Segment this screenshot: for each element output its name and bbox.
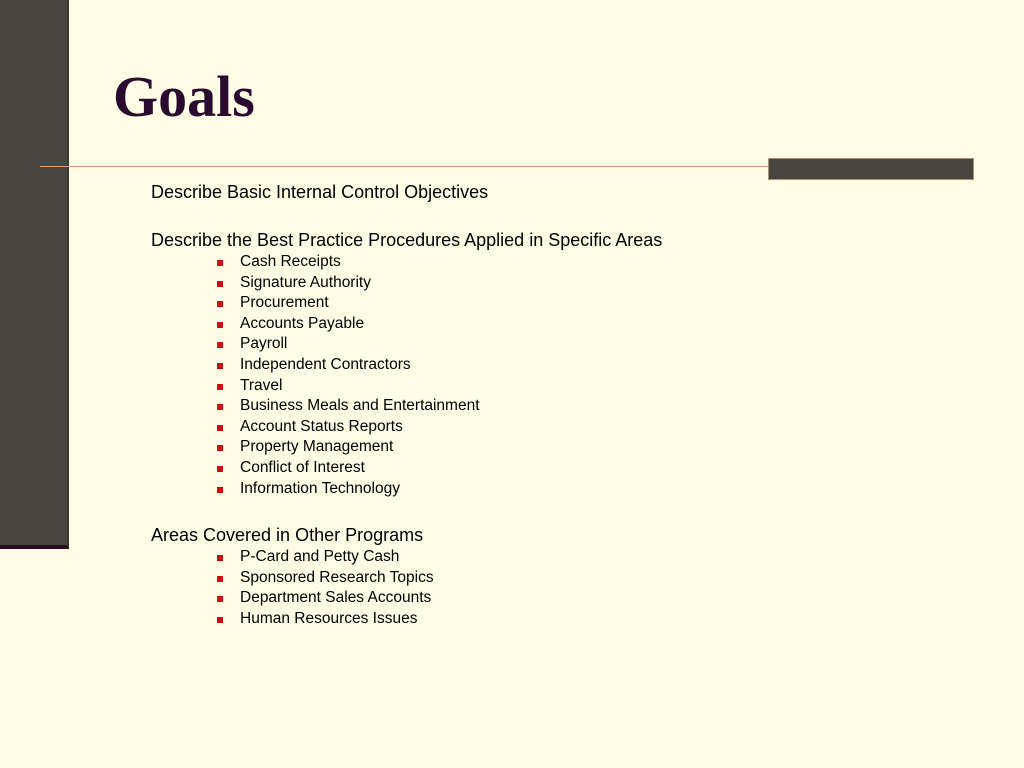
list-item-label: Accounts Payable <box>240 314 365 332</box>
list-item-label: Property Management <box>240 438 394 456</box>
list-item <box>240 479 951 500</box>
square-bullet-icon <box>217 260 223 266</box>
list-item <box>240 293 951 314</box>
list-item <box>240 547 951 568</box>
list-item <box>240 458 951 479</box>
square-bullet-icon <box>217 596 223 602</box>
list-item <box>240 588 951 609</box>
list-item <box>240 396 951 417</box>
list-item-label: Account Status Reports <box>240 417 403 435</box>
slide-content <box>151 180 951 654</box>
list-item <box>240 376 951 397</box>
title-divider-line <box>40 166 770 167</box>
list-item-label: Payroll <box>240 335 288 353</box>
bullet-list <box>151 547 951 629</box>
list-item-label: Conflict of Interest <box>240 458 365 476</box>
square-bullet-icon <box>217 445 223 451</box>
list-item-label: Travel <box>240 376 283 394</box>
list-item-label: P-Card and Petty Cash <box>240 548 400 566</box>
list-item-label: Information Technology <box>240 479 400 497</box>
list-item-label: Procurement <box>240 294 329 312</box>
list-item-label: Signature Authority <box>240 273 371 291</box>
list-item <box>240 609 951 630</box>
section-heading: Describe the Best Practice Procedures Applied in Specific Areas <box>151 230 663 250</box>
square-bullet-icon <box>217 404 223 410</box>
section-other-programs <box>151 523 951 629</box>
list-item <box>240 334 951 355</box>
square-bullet-icon <box>217 487 223 493</box>
square-bullet-icon <box>217 576 223 582</box>
list-item <box>240 252 951 273</box>
square-bullet-icon <box>217 555 223 561</box>
section-heading: Areas Covered in Other Programs <box>151 525 424 546</box>
square-bullet-icon <box>217 384 223 390</box>
list-item <box>240 314 951 335</box>
section-objectives <box>151 180 951 204</box>
square-bullet-icon <box>217 425 223 431</box>
square-bullet-icon <box>217 363 223 369</box>
square-bullet-icon <box>217 617 223 623</box>
list-item-label: Human Resources Issues <box>240 609 418 627</box>
square-bullet-icon <box>217 301 223 307</box>
slide-title: Goals <box>113 64 255 129</box>
square-bullet-icon <box>217 281 223 287</box>
list-item <box>240 437 951 458</box>
list-item <box>240 355 951 376</box>
list-item <box>240 568 951 589</box>
list-item <box>240 273 951 294</box>
section-heading: Describe Basic Internal Control Objectives <box>151 182 489 202</box>
list-item-label: Independent Contractors <box>240 355 411 373</box>
list-item-label: Department Sales Accounts <box>240 589 432 607</box>
list-item-label: Cash Receipts <box>240 253 341 270</box>
accent-block <box>768 158 974 180</box>
square-bullet-icon <box>217 466 223 472</box>
bullet-list <box>151 252 951 499</box>
square-bullet-icon <box>217 342 223 348</box>
list-item-label: Sponsored Research Topics <box>240 568 434 586</box>
square-bullet-icon <box>217 322 223 328</box>
list-item <box>240 417 951 438</box>
list-item-label: Business Meals and Entertainment <box>240 397 480 415</box>
section-best-practices <box>151 228 951 499</box>
side-decoration-bar <box>0 0 69 549</box>
